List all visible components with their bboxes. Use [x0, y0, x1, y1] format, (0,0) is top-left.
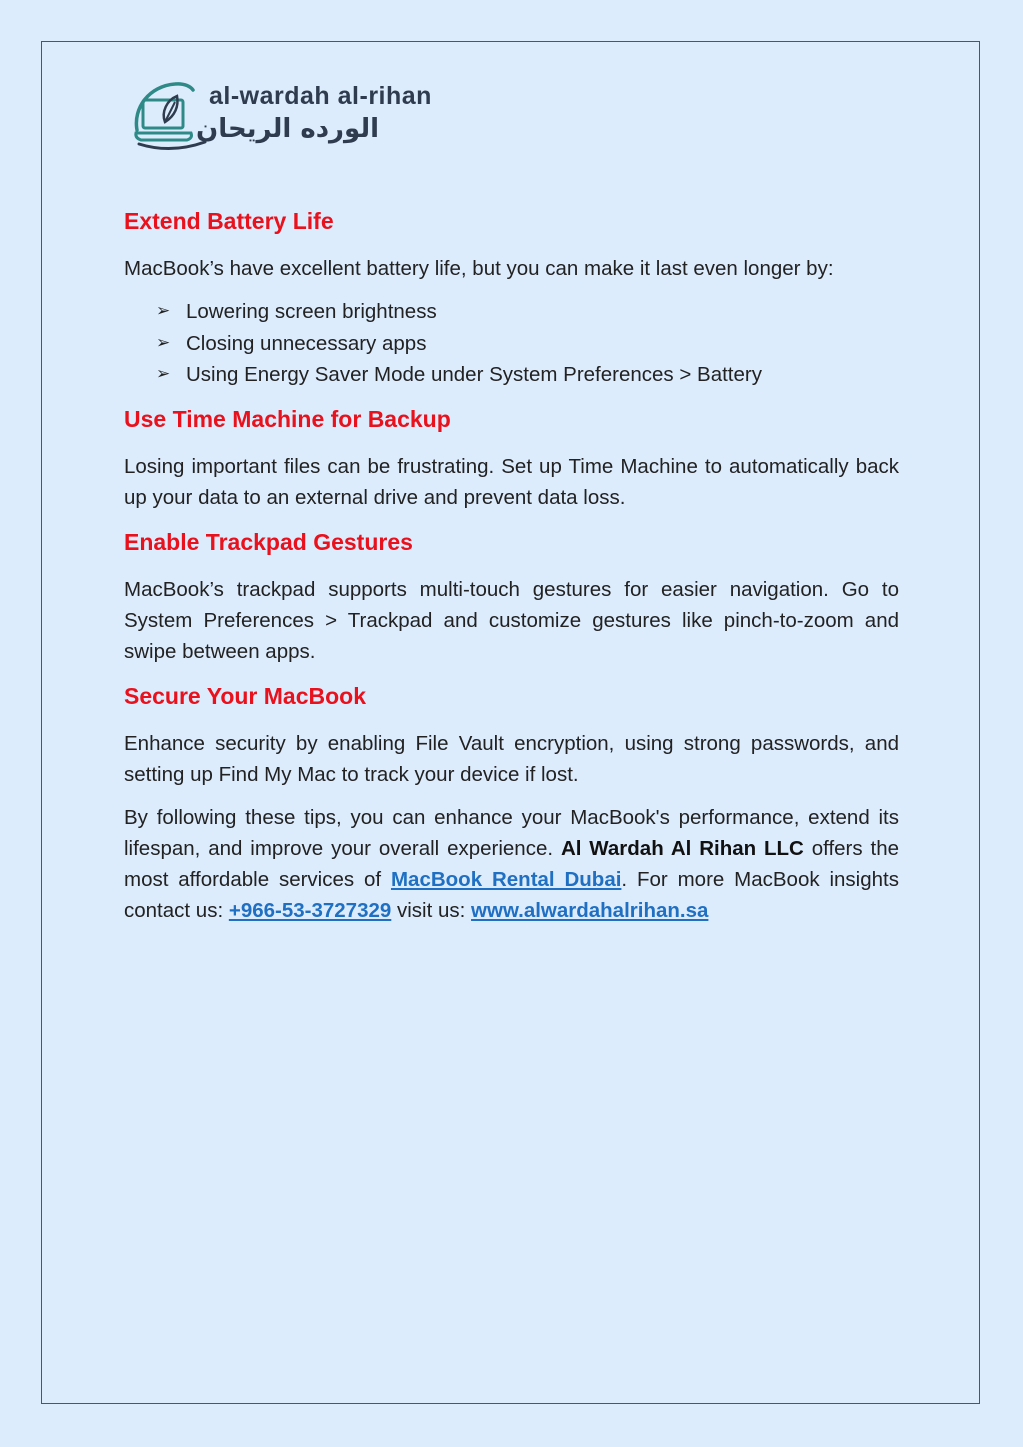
arrowhead-bullet-icon: ➢ — [156, 364, 171, 384]
website-link[interactable]: www.alwardahalrihan.sa — [471, 898, 709, 922]
list-item — [156, 296, 899, 328]
company-logo — [131, 78, 471, 158]
section-body: MacBook’s trackpad supports multi-touch gestures for easier navigation. Go to System Preferences > Trackpad and customize gestures like pinch-to-zoom and swipe between apps. — [124, 577, 899, 663]
macbook-rental-link[interactable]: MacBook Rental Dubai — [390, 867, 622, 891]
logo-arabic-name: الورده الريحان — [196, 114, 379, 144]
closing-text: By following these tips, you can enhance your MacBook's performance, extend its lifespan, and improve your overall experience. — [124, 805, 899, 860]
battery-tips-list — [124, 296, 899, 391]
document-body — [124, 204, 899, 938]
arrowhead-bullet-icon: ➢ — [156, 332, 171, 353]
list-item — [156, 328, 899, 360]
closing-text: visit us: — [391, 898, 472, 922]
section-body: Enhance security by enabling File Vault encryption, using strong passwords, and setting up Find My Mac to track your device if lost. — [124, 731, 899, 786]
logo-english-name: al-wardah al-rihan — [209, 82, 432, 110]
section-heading: Secure Your MacBook — [124, 682, 367, 709]
section-heading: Use Time Machine for Backup — [124, 405, 451, 432]
section-body: Losing important files can be frustrating. Set up Time Machine to automatically back up your data to an external drive and prevent data loss. — [124, 454, 899, 509]
section-intro: MacBook’s have excellent battery life, but you can make it last even longer by: — [124, 257, 834, 280]
arrowhead-bullet-icon: ➢ — [156, 301, 171, 321]
section-heading: Enable Trackpad Gestures — [124, 528, 413, 555]
list-item — [156, 359, 899, 391]
list-item-text: Using Energy Saver Mode under System Preferences > Battery — [186, 363, 762, 386]
phone-link[interactable]: +966-53-3727329 — [228, 898, 392, 922]
section-heading: Extend Battery Life — [124, 208, 334, 234]
company-name: Al Wardah Al Rihan LLC — [560, 836, 804, 860]
closing-text: offers the most affordable services of — [124, 836, 899, 891]
list-item-text: Closing unnecessary apps — [186, 331, 427, 355]
closing-text: . For more MacBook insights contact us: — [124, 867, 899, 922]
list-item-text: Lowering screen brightness — [186, 300, 437, 323]
closing-paragraph — [124, 802, 899, 926]
